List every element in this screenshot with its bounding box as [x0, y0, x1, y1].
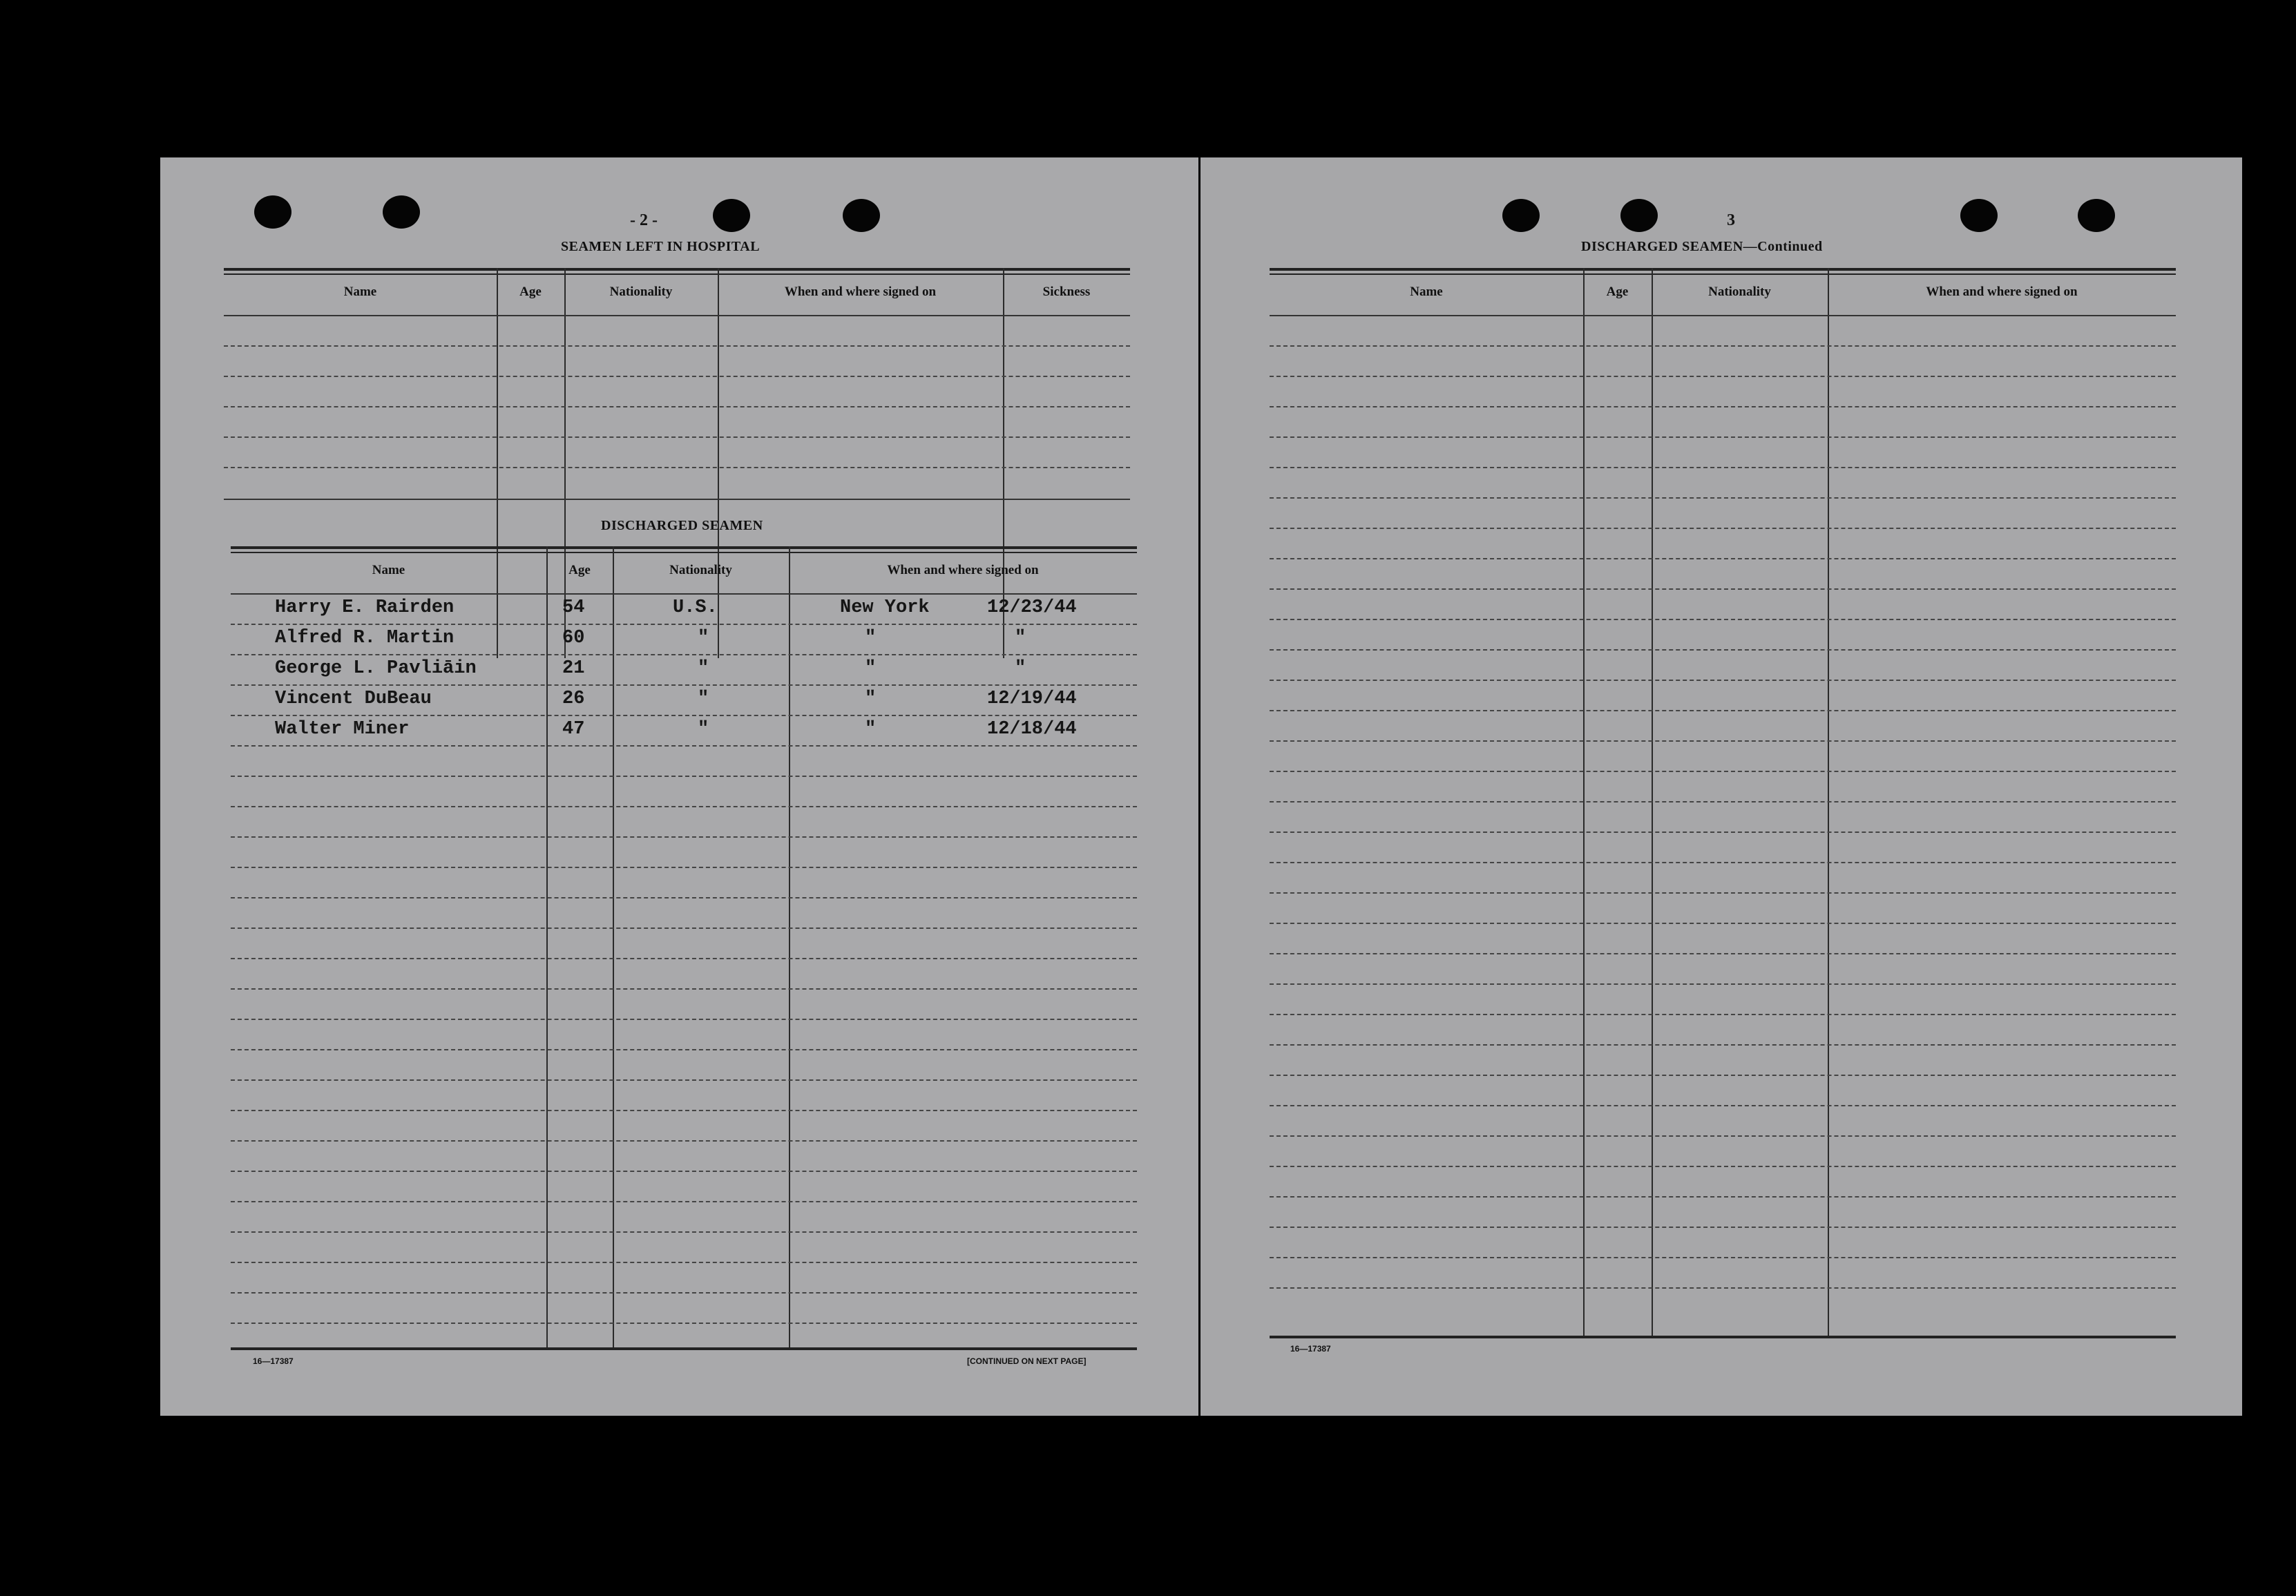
row-rule — [1270, 588, 2176, 590]
col-header-age: Age — [519, 285, 542, 299]
row-rule — [1270, 376, 2176, 377]
punch-hole — [713, 199, 750, 232]
row-rule — [231, 836, 1137, 838]
signed-on-place: New York — [840, 597, 930, 618]
row-rule — [1270, 953, 2176, 954]
row-rule — [1270, 528, 2176, 529]
section-bottom-rule — [224, 499, 1130, 500]
page-number: - 2 - — [630, 211, 658, 229]
col-header-name: Name — [372, 563, 405, 577]
punch-hole — [1620, 199, 1658, 232]
seaman-name: Alfred R. Martin — [275, 628, 455, 648]
column-divider — [1652, 268, 1653, 1338]
table-row — [231, 716, 1137, 747]
row-rule — [231, 745, 1137, 747]
page-number: 3 — [1727, 211, 1735, 229]
row-rule — [231, 1049, 1137, 1050]
row-rule — [1270, 497, 2176, 499]
discharged-continued-title: DISCHARGED SEAMEN—Continued — [1581, 239, 1823, 254]
seaman-nationality: U.S. — [673, 597, 718, 618]
table-top-rule — [231, 552, 1137, 553]
row-rule — [1270, 558, 2176, 559]
seaman-nationality: " — [698, 719, 709, 740]
row-rule — [1270, 680, 2176, 681]
discharged-continued-table — [1270, 268, 2176, 1338]
seaman-age: 21 — [562, 658, 585, 679]
punch-hole — [1502, 199, 1540, 232]
row-rule — [231, 624, 1137, 625]
row-rule — [231, 1110, 1137, 1111]
row-rule — [1270, 771, 2176, 772]
signed-on-date: " — [1015, 658, 1026, 679]
row-rule — [1270, 1196, 2176, 1198]
left-page — [160, 157, 1198, 1416]
col-header-when-where: When and where signed on — [1926, 285, 2078, 299]
row-rule — [231, 1323, 1137, 1324]
row-rule — [1270, 1287, 2176, 1289]
row-rule — [231, 654, 1137, 655]
form-number: 16—17387 — [253, 1356, 294, 1366]
row-rule — [231, 1292, 1137, 1294]
seaman-nationality: " — [698, 658, 709, 679]
col-header-when-where: When and where signed on — [887, 563, 1039, 577]
row-rule — [231, 1140, 1137, 1142]
discharged-table — [231, 546, 1137, 1349]
punch-hole — [383, 195, 420, 229]
signed-on-date: " — [1015, 628, 1026, 648]
seaman-age: 26 — [562, 689, 585, 709]
punch-hole — [2078, 199, 2115, 232]
col-header-when-where: When and where signed on — [784, 285, 937, 299]
row-rule — [231, 776, 1137, 777]
row-rule — [1270, 619, 2176, 620]
header-rule — [1270, 315, 2176, 316]
header-rule — [224, 315, 1130, 316]
seaman-age: 60 — [562, 628, 585, 648]
row-rule — [1270, 1166, 2176, 1167]
row-rule — [231, 927, 1137, 929]
form-number: 16—17387 — [1290, 1344, 1331, 1354]
row-rule — [1270, 436, 2176, 438]
row-rule — [1270, 892, 2176, 894]
row-rule — [231, 1231, 1137, 1233]
punch-hole — [843, 199, 880, 232]
row-rule — [224, 436, 1130, 438]
table-top-rule — [1270, 268, 2176, 271]
row-rule — [231, 897, 1137, 898]
signed-on-date: 12/23/44 — [987, 597, 1077, 618]
col-header-nationality: Nationality — [609, 285, 673, 299]
row-rule — [224, 345, 1130, 347]
table-row — [231, 595, 1137, 625]
row-rule — [1270, 1044, 2176, 1046]
signed-on-date: 12/19/44 — [987, 689, 1077, 709]
row-rule — [1270, 1135, 2176, 1137]
table-top-rule — [1270, 273, 2176, 275]
row-rule — [1270, 345, 2176, 347]
row-rule — [231, 1079, 1137, 1081]
punch-hole — [254, 195, 291, 229]
row-rule — [224, 376, 1130, 377]
table-top-rule — [224, 273, 1130, 275]
right-page — [1200, 157, 2242, 1416]
row-rule — [1270, 467, 2176, 468]
col-header-name: Name — [1410, 285, 1443, 299]
signed-on-date: 12/18/44 — [987, 719, 1077, 740]
row-rule — [224, 406, 1130, 407]
row-rule — [224, 467, 1130, 468]
row-rule — [231, 806, 1137, 807]
row-rule — [1270, 710, 2176, 711]
col-header-nationality: Nationality — [669, 563, 732, 577]
col-header-age: Age — [1606, 285, 1629, 299]
row-rule — [1270, 649, 2176, 651]
row-rule — [231, 958, 1137, 959]
seaman-age: 54 — [562, 597, 585, 618]
row-rule — [1270, 983, 2176, 985]
row-rule — [231, 1201, 1137, 1202]
table-top-rule — [224, 268, 1130, 271]
col-header-name: Name — [343, 285, 377, 299]
col-header-sickness: Sickness — [1042, 285, 1091, 299]
row-rule — [1270, 862, 2176, 863]
signed-on-place: " — [865, 719, 877, 740]
col-header-nationality: Nationality — [1708, 285, 1771, 299]
row-rule — [1270, 801, 2176, 802]
column-divider — [1583, 268, 1585, 1338]
row-rule — [231, 867, 1137, 868]
row-rule — [1270, 1014, 2176, 1015]
seaman-nationality: " — [698, 628, 709, 648]
seaman-name: Harry E. Rairden — [275, 597, 455, 618]
row-rule — [231, 1171, 1137, 1172]
table-top-rule — [231, 546, 1137, 549]
table-row — [231, 625, 1137, 655]
row-rule — [1270, 1227, 2176, 1228]
continued-note: [CONTINUED ON NEXT PAGE] — [967, 1356, 1087, 1366]
hospital-section-title: SEAMEN LEFT IN HOSPITAL — [561, 239, 760, 254]
discharged-section-title: DISCHARGED SEAMEN — [601, 518, 763, 533]
table-row — [231, 655, 1137, 686]
table-bottom-rule — [1270, 1336, 2176, 1338]
table-bottom-rule — [231, 1347, 1137, 1350]
seaman-name: Walter Miner — [275, 719, 410, 740]
row-rule — [1270, 1257, 2176, 1258]
signed-on-place: " — [865, 658, 877, 679]
row-rule — [231, 1019, 1137, 1020]
seaman-name: George L. Pavliāin — [275, 658, 477, 679]
row-rule — [231, 988, 1137, 990]
punch-hole — [1960, 199, 1998, 232]
row-rule — [1270, 1105, 2176, 1106]
signed-on-place: " — [865, 689, 877, 709]
signed-on-place: " — [865, 628, 877, 648]
row-rule — [231, 684, 1137, 686]
row-rule — [1270, 1075, 2176, 1076]
row-rule — [231, 1262, 1137, 1263]
seaman-age: 47 — [562, 719, 585, 740]
seaman-name: Vincent DuBeau — [275, 689, 432, 709]
table-row — [231, 686, 1137, 716]
column-divider — [1828, 268, 1829, 1338]
seaman-nationality: " — [698, 689, 709, 709]
row-rule — [231, 715, 1137, 716]
row-rule — [1270, 831, 2176, 833]
col-header-age: Age — [568, 563, 591, 577]
row-rule — [1270, 740, 2176, 742]
row-rule — [1270, 923, 2176, 924]
row-rule — [1270, 406, 2176, 407]
